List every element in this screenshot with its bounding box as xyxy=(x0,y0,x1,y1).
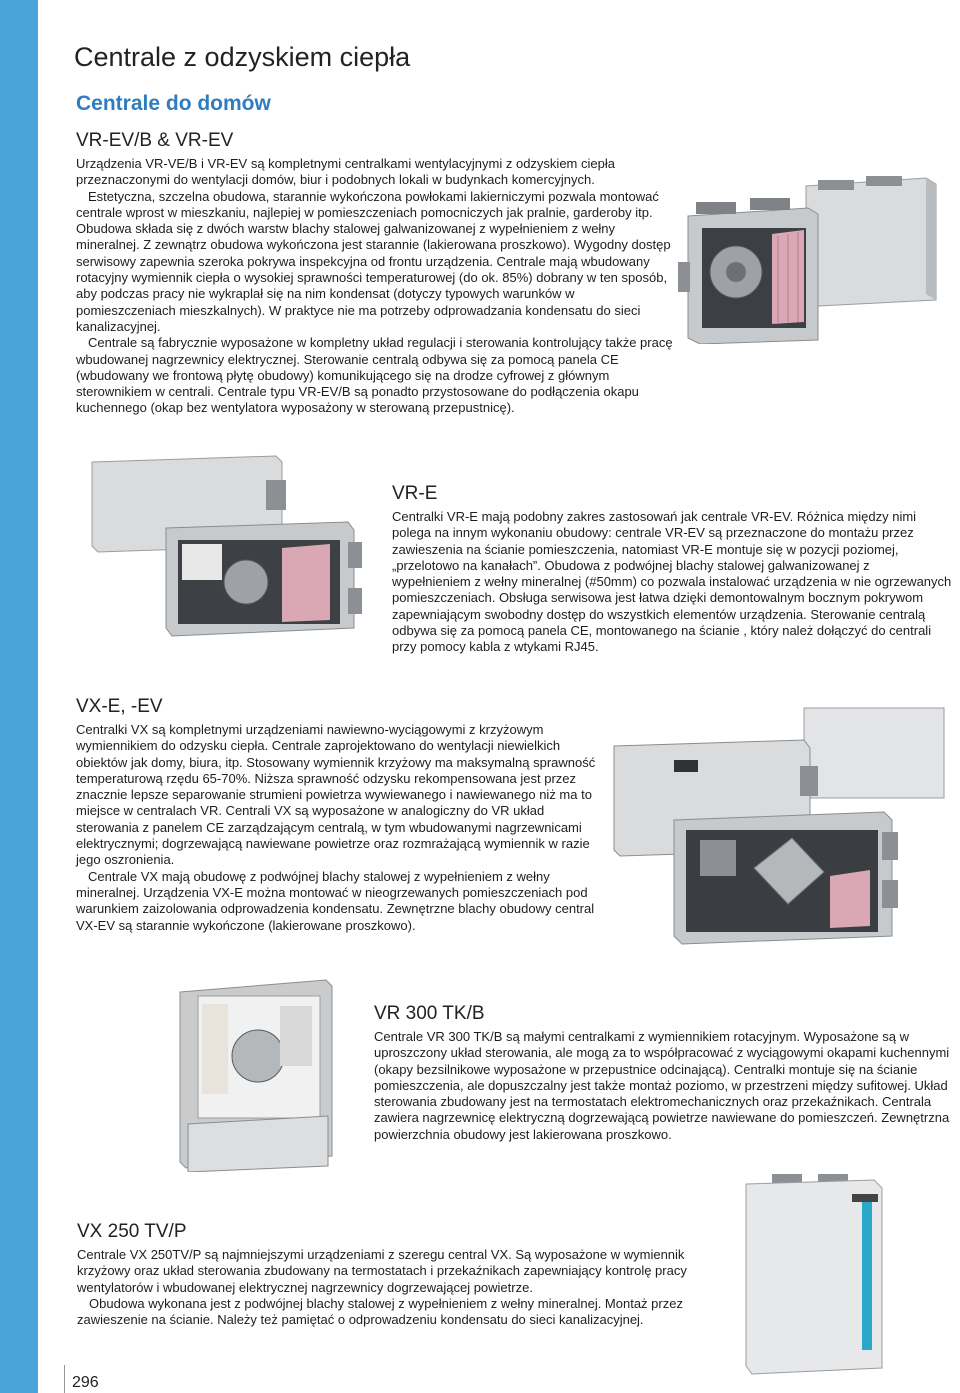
heading-vr300: VR 300 TK/B xyxy=(374,1003,485,1024)
text-vx250-p2: Obudowa wykonana jest z podwójnej blachy stalowej z wypełnieniem z wełny mineralnej. Montaż przez zawieszenie na ścianie. Należy też pamiętać o odprowadzeniu kondensatu do sieci kanalizacyjnej. xyxy=(77,1295,683,1328)
page-number: 296 xyxy=(72,1374,99,1391)
vx250-unit-image xyxy=(742,1170,888,1376)
text-vxe-p2: Centrale VX mają obudowę z podwójnej blachy stalowej z wypełnieniem z wełny mineralnej. Urządzenia VX-E można montować w nieogrzewanych pomieszczeniach pod warunkiem zaizolowania odprowadzenia kondensatu. Zewnętrzne blachy obudowy central VX-EV są starannie wykończone (lakierowane proszkowo). xyxy=(76,868,595,933)
footer-rule xyxy=(64,1365,65,1393)
heading-vre: VR-E xyxy=(392,483,438,504)
vr300-unit-image xyxy=(178,976,358,1172)
text-vrev-p3: Centrale są fabrycznie wyposażone w kompletny układ regulacji i sterowania kontrolujący także pracę wbudowanej nagrzewnicy elektrycznej. Sterowanie centralą odbywa się za pomocą panela CE (wbudowany we frontową płytę obudowy) komunikującego się na drodze cyfrowej z głównym sterownikiem w centrali. Centrale typu VR-EV/B są ponadto przystosowane do podłączenia okapu kuchennego (okap bez wentylatora wyposażony w sterowaną przepustnicę). xyxy=(76,335,673,416)
text-vx250-p1: Centrale VX 250TV/P są najmniejszymi urządzeniami z szeregu central VX. Są wyposażone w wymiennik krzyżowy oraz układ sterowania zbudowany na termostatach i przekaźnikach zapewniający kontrolę pracy wentylatorów i wbudowanej elektrycznej nagrzewnicy dogrzewającej powietrze. xyxy=(77,1247,687,1295)
section-vxe xyxy=(76,696,596,934)
page-title: Centrale z odzyskiem ciepła xyxy=(74,42,411,72)
heading-vxe: VX-E, -EV xyxy=(76,696,163,717)
text-vr300-p1: Centrale VR 300 TK/B są małymi centralkami z wymiennikiem rotacyjnym. Wyposażone są w uproszczony układ sterowania, ale mogą za to współpracować z wyciągowymi okapami kuchennymi (okapy bezsilnikowe wyposażone w przepustnice odcinającą). Centralki montuje się na ścianie pomieszczenia, ale dopuszczalny jest także montaż poziomo, w przestrzeni między sufitowej. Układ sterowania zbudowany jest na termostatach elektromechanicznych oraz przekaźnikach. Centrala zawiera nagrzewnicę elektryczną dogrzewającą powietrze nawiewane do pomieszczeń. Zewnętrzna powierzchnia obudowy jest lakierowana proszkowo. xyxy=(374,1029,950,1142)
section-vr300 xyxy=(374,1003,950,1143)
section-vre xyxy=(392,483,952,656)
heading-vx250: VX 250 TV/P xyxy=(77,1221,187,1242)
vre-unit-image xyxy=(86,452,376,640)
section-vrev xyxy=(76,130,676,417)
text-vxe-p1: Centralki VX są kompletnymi urządzeniami nawiewno-wyciągowymi z krzyżowym wymiennikiem do odzysku ciepła. Centrale zaprojektowano do wentylacji niewielkich obiektów jak domy, biura, itp. Stosowany wymiennik krzyżowy ma maksymalną sprawność temperaturową rzędu 65-70%. Niższa sprawność odzysku rekompensowana jest przez znacznie lepsze separowanie strumieni powietrza wywiewanego i nawiewanego niż ma to miejsce w centralach VR. Centrali VX są wyposażone w analogiczny do VR układ sterowania z panelem CE zarządzającym centralą, w tym wbudowanymi nagrzewnicami elektrycznymi; dogrzewającą nawiewane powietrze oraz rozmrażającą wymiennik w razie jego oszronienia. xyxy=(76,722,596,868)
heading-vrev: VR-EV/B & VR-EV xyxy=(76,130,234,151)
text-vrev-p2: Estetyczna, szczelna obudowa, starannie wykończona powłokami lakierniczymi pozwala montować centrale wprost w mieszkaniu, najlepiej w pomieszczeniach pomocniczych jak pralnie, garderoby itp. Obudowa składa się z dwóch warstw blachy stalowej galwanizowanej z wypełnieniem z wełny mineralnej. Z zewnątrz obudowa wykończona jest starannie (lakierowana proszkowo). Wygodny dostęp serwisowy zapewnia szeroka pokrywa inspekcyjna od frontu urządzenia. Centrale mają wbudowany rotacyjny wymiennik ciepła o wysokiej sprawności temperaturowej (do ok. 85%) dobrany w ten sposób, aby podczas pracy nie wykraplał się na nim kondensat (dotyczy typowych warunków w pomieszczeniach mieszkalnych). W praktyce nie ma potrzeby odprowadzania kondensatu do sieci kanalizacyjnej. xyxy=(76,188,671,334)
vrev-unit-image xyxy=(678,172,944,344)
text-vrev-p1: Urządzenia VR-VE/B i VR-EV są kompletnymi centralkami wentylacyjnymi z odzyskiem ciepła przeznaczonymi do wentylacji domów, biur i podobnych lokali w budynkach komercyjnych. xyxy=(76,156,615,188)
section-subtitle: Centrale do domów xyxy=(76,92,271,115)
page-color-band xyxy=(0,0,38,1393)
vxe-unit-image xyxy=(604,700,950,954)
section-vx250 xyxy=(77,1221,717,1328)
text-vre-p1: Centralki VR-E mają podobny zakres zastosowań jak centrale VR-EV. Różnica między nimi polega na innym wykonaniu obudowy: centrale VR-EV są przeznaczone do montażu przez zawieszenia na ścianie pomieszczenia, natomiast VR-E montuje się w pozycji poziomej, „przelotowo na kanałach”. Obudowa z podwójnej blachy stalowej galwanizowanej z wypełnieniem z wełny mineralnej (#50mm) co pozwala instalować urządzenia w nie ogrzewanych pomieszczeniach. Obsługa serwisowa jest łatwa dzięki demontowalnym bocznym pokrywom zapewniającym swobodny dostęp do wszystkich elementów urządzenia. Sterowanie centralą odbywa się za pomocą panela CE, montowanego na ścianie , który należ dołączyć do centrali przy pomocy kabla z wtykami RJ45. xyxy=(392,509,952,655)
